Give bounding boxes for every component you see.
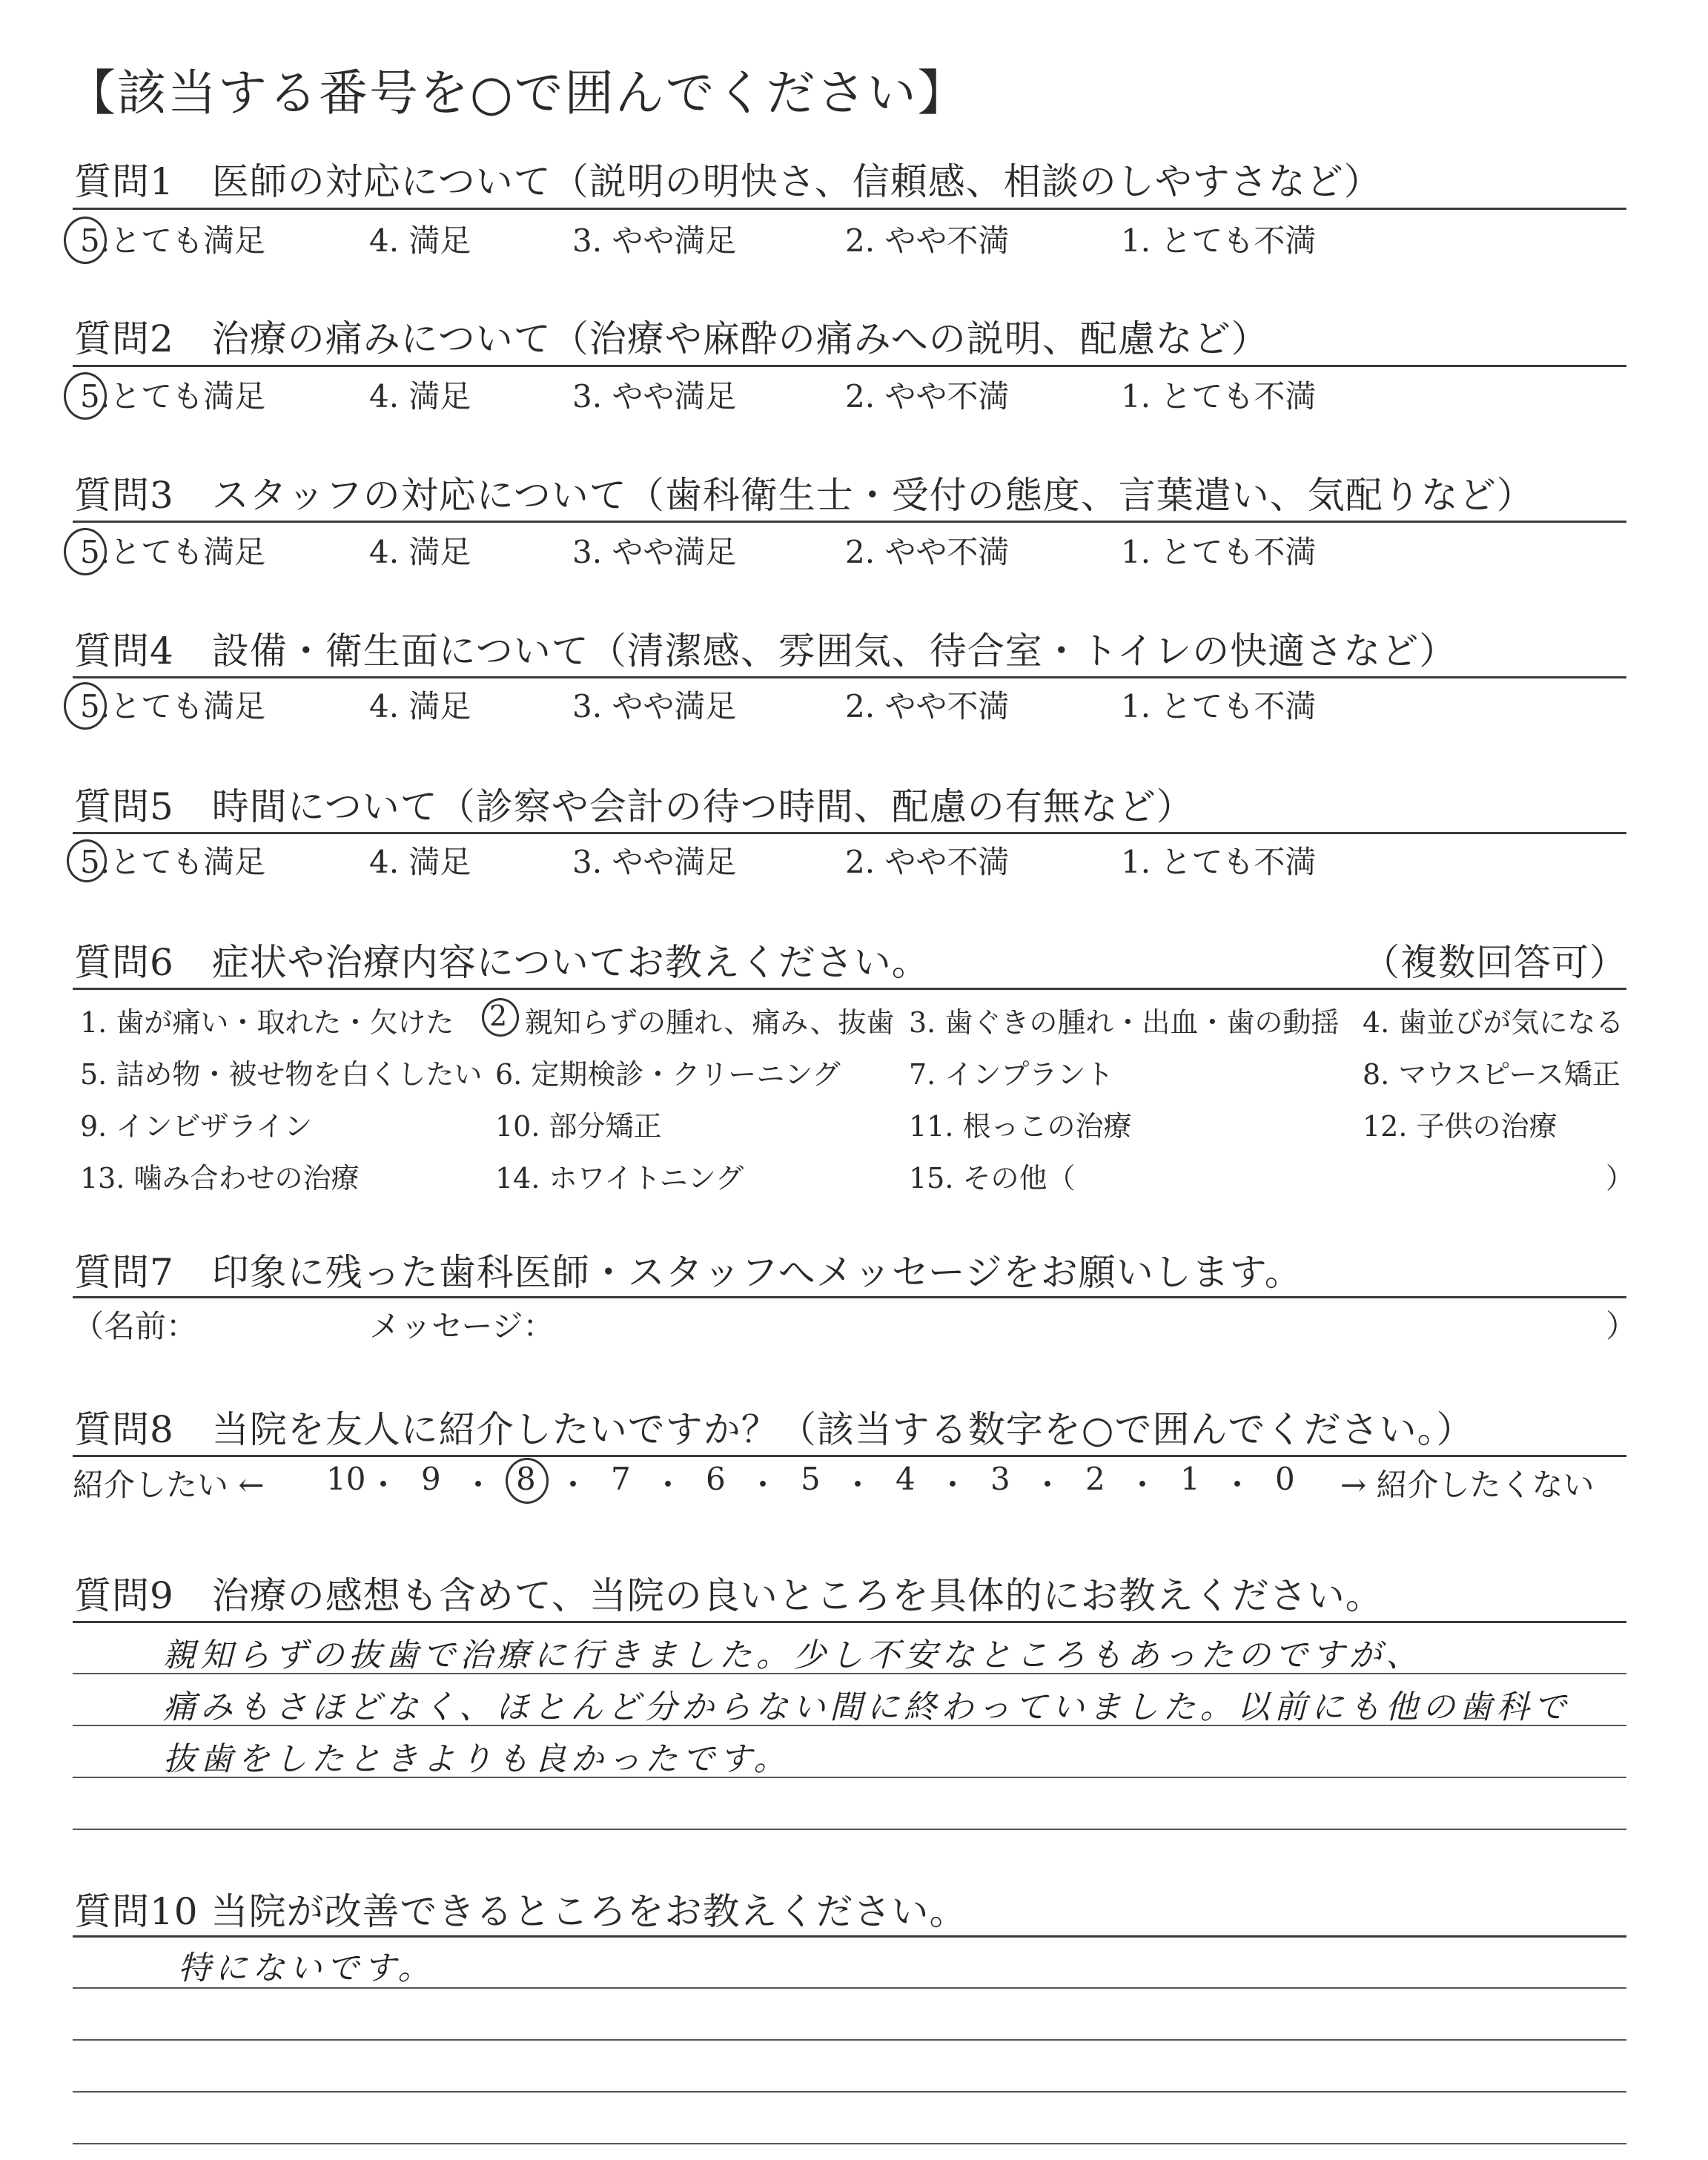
q9-answer-line-1: 親知らずの抜歯で治療に行きました。少し不安なところもあったのですが、 bbox=[163, 1636, 1423, 1674]
scale-separator: ・ bbox=[557, 1467, 589, 1503]
scale-value-6[interactable]: 6 bbox=[706, 1461, 726, 1497]
q3-option-4[interactable]: 4. 満足 bbox=[369, 534, 471, 570]
answer-line bbox=[73, 2039, 1626, 2041]
selection-circle bbox=[64, 682, 107, 730]
answer-line bbox=[73, 2143, 1626, 2144]
q5-option-3[interactable]: 3. やや満足 bbox=[572, 844, 737, 880]
scale-value-10[interactable]: 10 bbox=[326, 1461, 366, 1497]
q5-option-1[interactable]: 1. とても不満 bbox=[1121, 844, 1317, 880]
scale-separator: ・ bbox=[463, 1467, 494, 1503]
selection-circle bbox=[64, 528, 107, 575]
question-1-label: 質問1 医師の対応について（説明の明快さ、信頼感、相談のしやすさなど） bbox=[74, 160, 1382, 203]
divider bbox=[73, 208, 1626, 210]
divider bbox=[73, 1296, 1626, 1298]
q6-option-13[interactable]: 13. 噛み合わせの治療 bbox=[80, 1162, 360, 1195]
scale-value-8[interactable]: 8 bbox=[516, 1461, 536, 1497]
q1-option-3[interactable]: 3. やや満足 bbox=[572, 222, 737, 259]
q9-answer-line-3: 抜歯をしたときよりも良かったです。 bbox=[163, 1740, 791, 1778]
q4-option-3[interactable]: 3. やや満足 bbox=[572, 688, 737, 724]
q2-option-5[interactable]: 5.とても満足 bbox=[80, 378, 266, 415]
scale-value-4[interactable]: 4 bbox=[896, 1461, 916, 1497]
q6-option-14[interactable]: 14. ホワイトニング bbox=[495, 1162, 744, 1195]
q6-option-1[interactable]: 1. 歯が痛い・取れた・欠けた bbox=[80, 1006, 454, 1039]
q2-option-4[interactable]: 4. 満足 bbox=[369, 378, 471, 415]
question-3-label: 質問3 スタッフの対応について（歯科衛生士・受付の態度、言葉遣い、気配りなど） bbox=[74, 474, 1535, 517]
q6-option-8[interactable]: 8. マウスピース矯正 bbox=[1363, 1058, 1621, 1091]
scale-separator: ・ bbox=[1032, 1467, 1064, 1503]
question-7-label: 質問7 印象に残った歯科医師・スタッフへメッセージをお願いします。 bbox=[74, 1251, 1302, 1294]
scale-value-9[interactable]: 9 bbox=[421, 1461, 441, 1497]
selection-circle bbox=[506, 1458, 549, 1504]
message-label: メッセージ： bbox=[369, 1308, 555, 1344]
q6-option-15[interactable]: 15. その他（ bbox=[909, 1162, 1076, 1195]
q1-option-1[interactable]: 1. とても不満 bbox=[1121, 222, 1317, 259]
multiple-answers-note: （複数回答可） bbox=[1363, 941, 1627, 984]
divider bbox=[73, 1935, 1626, 1938]
question-2-label: 質問2 治療の痛みについて（治療や麻酔の痛みへの説明、配慮など） bbox=[74, 317, 1269, 360]
q9-answer-line-2: 痛みもさほどなく、ほとんど分からない間に終わっていました。以前にも他の歯科で bbox=[163, 1688, 1571, 1726]
q1-option-5[interactable]: 5.とても満足 bbox=[80, 222, 266, 259]
q6-option-4[interactable]: 4. 歯並びが気になる bbox=[1363, 1006, 1624, 1039]
recommend-right-label: → 紹介したくない bbox=[1340, 1467, 1595, 1503]
page-title: 【該当する番号を○で囲んでください】 bbox=[67, 65, 968, 122]
answer-line bbox=[73, 1829, 1626, 1830]
q3-option-1[interactable]: 1. とても不満 bbox=[1121, 534, 1317, 570]
q6-option-11[interactable]: 11. 根っこの治療 bbox=[909, 1110, 1132, 1143]
q4-option-4[interactable]: 4. 満足 bbox=[369, 688, 471, 724]
name-label: （名前： bbox=[73, 1308, 198, 1344]
scale-value-7[interactable]: 7 bbox=[611, 1461, 631, 1497]
q2-option-2[interactable]: 2. やや不満 bbox=[845, 378, 1010, 415]
scale-separator: ・ bbox=[747, 1467, 779, 1503]
close-paren: ） bbox=[1606, 1308, 1638, 1344]
divider bbox=[73, 988, 1626, 990]
q10-answer-line-1: 特にないです。 bbox=[178, 1949, 435, 1987]
scale-separator: ・ bbox=[842, 1467, 874, 1503]
scale-value-0[interactable]: 0 bbox=[1275, 1461, 1295, 1497]
recommend-scale bbox=[326, 1461, 1320, 1505]
divider bbox=[73, 1621, 1626, 1623]
scale-separator: ・ bbox=[1127, 1467, 1159, 1503]
question-10-label: 質問10 当院が改善できるところをお教えください。 bbox=[74, 1890, 967, 1933]
q6-option-6[interactable]: 6. 定期検診・クリーニング bbox=[495, 1058, 841, 1091]
divider bbox=[73, 1455, 1626, 1457]
q5-option-5[interactable]: 5.とても満足 bbox=[80, 844, 266, 880]
q4-option-5[interactable]: 5.とても満足 bbox=[80, 688, 266, 724]
divider bbox=[73, 521, 1626, 523]
q6-option-5[interactable]: 5. 詰め物・被せ物を白くしたい bbox=[80, 1058, 483, 1091]
q5-option-2[interactable]: 2. やや不満 bbox=[845, 844, 1010, 880]
divider bbox=[73, 365, 1626, 367]
q1-option-4[interactable]: 4. 満足 bbox=[369, 222, 471, 259]
q6-option-7[interactable]: 7. インプラント bbox=[909, 1058, 1114, 1091]
q6-option-10[interactable]: 10. 部分矯正 bbox=[495, 1110, 662, 1143]
divider bbox=[73, 676, 1626, 678]
q6-option-9[interactable]: 9. インビザライン bbox=[80, 1110, 313, 1143]
scale-separator: ・ bbox=[937, 1467, 969, 1503]
scale-value-1[interactable]: 1 bbox=[1180, 1461, 1200, 1497]
q6-option-12[interactable]: 12. 子供の治療 bbox=[1363, 1110, 1558, 1143]
scale-value-5[interactable]: 5 bbox=[801, 1461, 821, 1497]
selection-circle bbox=[64, 217, 107, 264]
scale-value-2[interactable]: 2 bbox=[1085, 1461, 1105, 1497]
scale-separator: ・ bbox=[652, 1467, 684, 1503]
q6-option-2-number[interactable]: 2 bbox=[489, 1000, 508, 1032]
q5-option-4[interactable]: 4. 満足 bbox=[369, 844, 471, 880]
q3-option-5[interactable]: 5.とても満足 bbox=[80, 534, 266, 570]
selection-circle bbox=[64, 372, 107, 420]
divider bbox=[73, 832, 1626, 834]
q4-option-1[interactable]: 1. とても不満 bbox=[1121, 688, 1317, 724]
selection-circle bbox=[67, 839, 107, 882]
q6-option-2[interactable]: 親知らずの腫れ、痛み、抜歯 bbox=[525, 1006, 895, 1039]
q2-option-3[interactable]: 3. やや満足 bbox=[572, 378, 737, 415]
recommend-left-label: 紹介したい ← bbox=[73, 1467, 265, 1503]
question-9-label: 質問9 治療の感想も含めて、当院の良いところを具体的にお教えください。 bbox=[74, 1574, 1383, 1617]
q6-option-3[interactable]: 3. 歯ぐきの腫れ・出血・歯の動揺 bbox=[909, 1006, 1340, 1039]
answer-line bbox=[73, 2091, 1626, 2093]
question-6-label: 質問6 症状や治療内容についてお教えください。 bbox=[74, 941, 930, 984]
q2-option-1[interactable]: 1. とても不満 bbox=[1121, 378, 1317, 415]
q4-option-2[interactable]: 2. やや不満 bbox=[845, 688, 1010, 724]
q3-option-2[interactable]: 2. やや不満 bbox=[845, 534, 1010, 570]
question-4-label: 質問4 設備・衛生面について（清潔感、雰囲気、待合室・トイレの快適さなど） bbox=[74, 630, 1457, 673]
q3-option-3[interactable]: 3. やや満足 bbox=[572, 534, 737, 570]
scale-separator: ・ bbox=[1222, 1467, 1254, 1503]
other-close-paren: ） bbox=[1606, 1162, 1635, 1195]
question-5-label: 質問5 時間について（診察や会計の待つ時間、配慮の有無など） bbox=[74, 785, 1194, 828]
scale-separator: ・ bbox=[368, 1467, 400, 1503]
q1-option-2[interactable]: 2. やや不満 bbox=[845, 222, 1010, 259]
question-8-label: 質問8 当院を友人に紹介したいですか？（該当する数字を○で囲んでください。） bbox=[74, 1408, 1474, 1451]
scale-value-3[interactable]: 3 bbox=[990, 1461, 1010, 1497]
